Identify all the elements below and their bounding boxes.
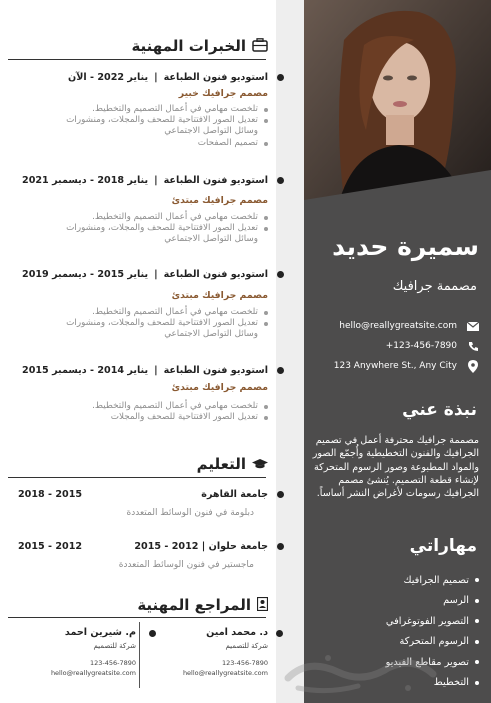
bullet-item: تلخصت مهامي في أعمال التصميم والتخطيط. xyxy=(43,307,268,318)
bullet-item: تلخصت مهامي في أعمال التصميم والتخطيط. xyxy=(43,104,268,115)
about-text: مصممة جرافيك محترفة أعمل في تصميم الجرافيك والفنون التخطيطية وأُجمّع الصور والمواد المطبوعة وصور الرسوم المتحركة لإنشاء قطعة التصميم. يُنشئ مصمم الجرافيك رسومات لأغراض النشر أساساً. xyxy=(312,435,479,500)
job-title xyxy=(22,175,268,186)
timeline-dot xyxy=(277,177,284,184)
skills-heading: مهاراتي xyxy=(409,536,477,556)
job-company: استوديو فنون الطباعة xyxy=(163,72,268,83)
timeline-dot xyxy=(149,630,156,637)
references-heading xyxy=(137,594,268,616)
reference-phone: 123-456-7890 xyxy=(89,659,136,667)
timeline-dot xyxy=(277,367,284,374)
reference-divider xyxy=(139,622,140,688)
job-period: يناير 2022 - الآن xyxy=(68,72,149,83)
education-desc: دبلومة في فنون الوسائط المتعددة xyxy=(126,508,254,518)
job-title xyxy=(22,365,268,376)
job-period: يناير 2018 - ديسمبر 2021 xyxy=(22,175,149,186)
job-period: يناير 2014 - ديسمبر 2015 xyxy=(22,365,149,376)
job-bullets xyxy=(43,104,268,149)
experience-heading xyxy=(131,35,268,57)
phone-text: +123-456-7890 xyxy=(385,341,457,351)
job-role: مصمم جرافيك خبير xyxy=(178,88,268,99)
timeline-dot xyxy=(277,74,284,81)
separator: | xyxy=(154,175,158,186)
profile-photo xyxy=(304,0,491,228)
job-company: استوديو فنون الطباعة xyxy=(163,269,268,280)
job-period: يناير 2015 - ديسمبر 2019 xyxy=(22,269,149,280)
timeline-dot xyxy=(277,491,284,498)
section-divider xyxy=(8,477,266,478)
education-item xyxy=(18,539,268,553)
bullet-item: تعديل الصور الافتتاحية للصحف والمجلات، ومنشورات وسائل التواصل الاجتماعي xyxy=(43,223,268,245)
section-divider xyxy=(8,59,266,60)
skill-label: الرسم xyxy=(443,595,469,607)
bullet-dot xyxy=(475,578,479,582)
bullet-dot xyxy=(475,599,479,603)
bullet-item: تعديل الصور الافتتاحية للصحف والمجلات xyxy=(43,412,268,423)
grey-panel xyxy=(276,0,304,703)
address-text: 123 Anywhere St., Any City xyxy=(333,361,457,371)
section-title: المراجع المهنية xyxy=(137,596,251,614)
school-name: جامعة حلوان | 2012 - 2015 xyxy=(134,540,268,552)
job-company: استوديو فنون الطباعة xyxy=(163,365,268,376)
reference-name: م. شيرين احمد xyxy=(64,627,136,638)
section-title: الخبرات المهنية xyxy=(131,37,246,55)
reference-item xyxy=(51,627,136,677)
skill-item xyxy=(309,591,479,612)
skill-label: تصوير مقاطع الفيديو xyxy=(385,656,469,668)
section-title: التعليم xyxy=(196,455,246,473)
skill-label: التصوير الفوتوغرافي xyxy=(385,615,469,627)
job-role: مصمم جرافيك مبتدئ xyxy=(171,290,268,301)
job-bullets xyxy=(43,401,268,423)
haraj-watermark-logo xyxy=(268,648,448,696)
bullet-item: تلخصت مهامي في أعمال التصميم والتخطيط. xyxy=(43,212,268,223)
education-years: 2015 - 2018 xyxy=(18,488,83,500)
mail-icon xyxy=(467,322,479,331)
bullet-item: تلخصت مهامي في أعمال التصميم والتخطيط. xyxy=(43,401,268,412)
bullet-item: تصميم الصفحات xyxy=(43,138,268,149)
reference-name: د. محمد امين xyxy=(206,627,268,638)
reference-email: hello@reallygreatsite.com xyxy=(182,669,268,677)
job-bullets xyxy=(43,307,268,341)
profile-name: سميرة حديد xyxy=(332,232,479,261)
reference-phone: 123-456-7890 xyxy=(221,659,268,667)
reference-item xyxy=(183,627,268,677)
graduation-cap-icon xyxy=(252,455,268,474)
sidebar xyxy=(304,0,491,703)
job-bullets xyxy=(43,212,268,246)
job-title xyxy=(68,72,268,83)
skill-label: التخطيط xyxy=(433,677,469,689)
location-pin-icon xyxy=(467,360,479,373)
bullet-dot xyxy=(475,640,479,644)
bullet-item: تعديل الصور الافتتاحية للصحف والمجلات، ومنشورات وسائل التواصل الاجتماعي xyxy=(43,115,268,137)
phone-icon xyxy=(467,341,479,352)
timeline-dot xyxy=(276,630,283,637)
reference-company: شركة للتصميم xyxy=(225,642,268,650)
section-divider xyxy=(8,617,266,618)
separator: | xyxy=(154,365,158,376)
job-company: استوديو فنون الطباعة xyxy=(163,175,268,186)
education-years: 2012 - 2015 xyxy=(18,540,83,552)
education-desc: ماجستير في فنون الوسائط المتعددة xyxy=(118,560,254,570)
job-role: مصمم جرافيك مبتدئ xyxy=(171,195,268,206)
briefcase-icon xyxy=(252,37,268,56)
about-heading: نبذة عني xyxy=(402,400,477,420)
email-text: hello@reallygreatsite.com xyxy=(339,321,457,331)
job-role: مصمم جرافيك مبتدئ xyxy=(171,382,268,393)
bullet-item: تعديل الصور الافتتاحية للصحف والمجلات، ومنشورات وسائل التواصل الاجتماعي xyxy=(43,318,268,340)
reference-email: hello@reallygreatsite.com xyxy=(50,669,136,677)
skill-label: الرسوم المتحركة xyxy=(399,636,469,648)
timeline-dot xyxy=(277,271,284,278)
school-name: جامعة القاهرة xyxy=(201,488,268,500)
reference-company: شركة للتصميم xyxy=(93,642,136,650)
education-item xyxy=(18,487,268,501)
contact-phone xyxy=(309,337,479,355)
timeline-dot xyxy=(277,543,284,550)
skill-label: تصميم الجرافيك xyxy=(403,574,469,586)
bullet-dot xyxy=(475,681,479,685)
contact-address xyxy=(309,357,479,375)
contact-email xyxy=(309,317,479,335)
skill-item xyxy=(309,570,479,591)
bullet-dot xyxy=(475,660,479,664)
skill-item xyxy=(309,611,479,632)
bullet-dot xyxy=(475,619,479,623)
job-title xyxy=(22,269,268,280)
separator: | xyxy=(154,269,158,280)
profile-role: مصممة جرافيك xyxy=(392,279,477,294)
separator: | xyxy=(154,72,158,83)
contact-card-icon xyxy=(257,596,268,615)
education-heading xyxy=(197,453,268,475)
